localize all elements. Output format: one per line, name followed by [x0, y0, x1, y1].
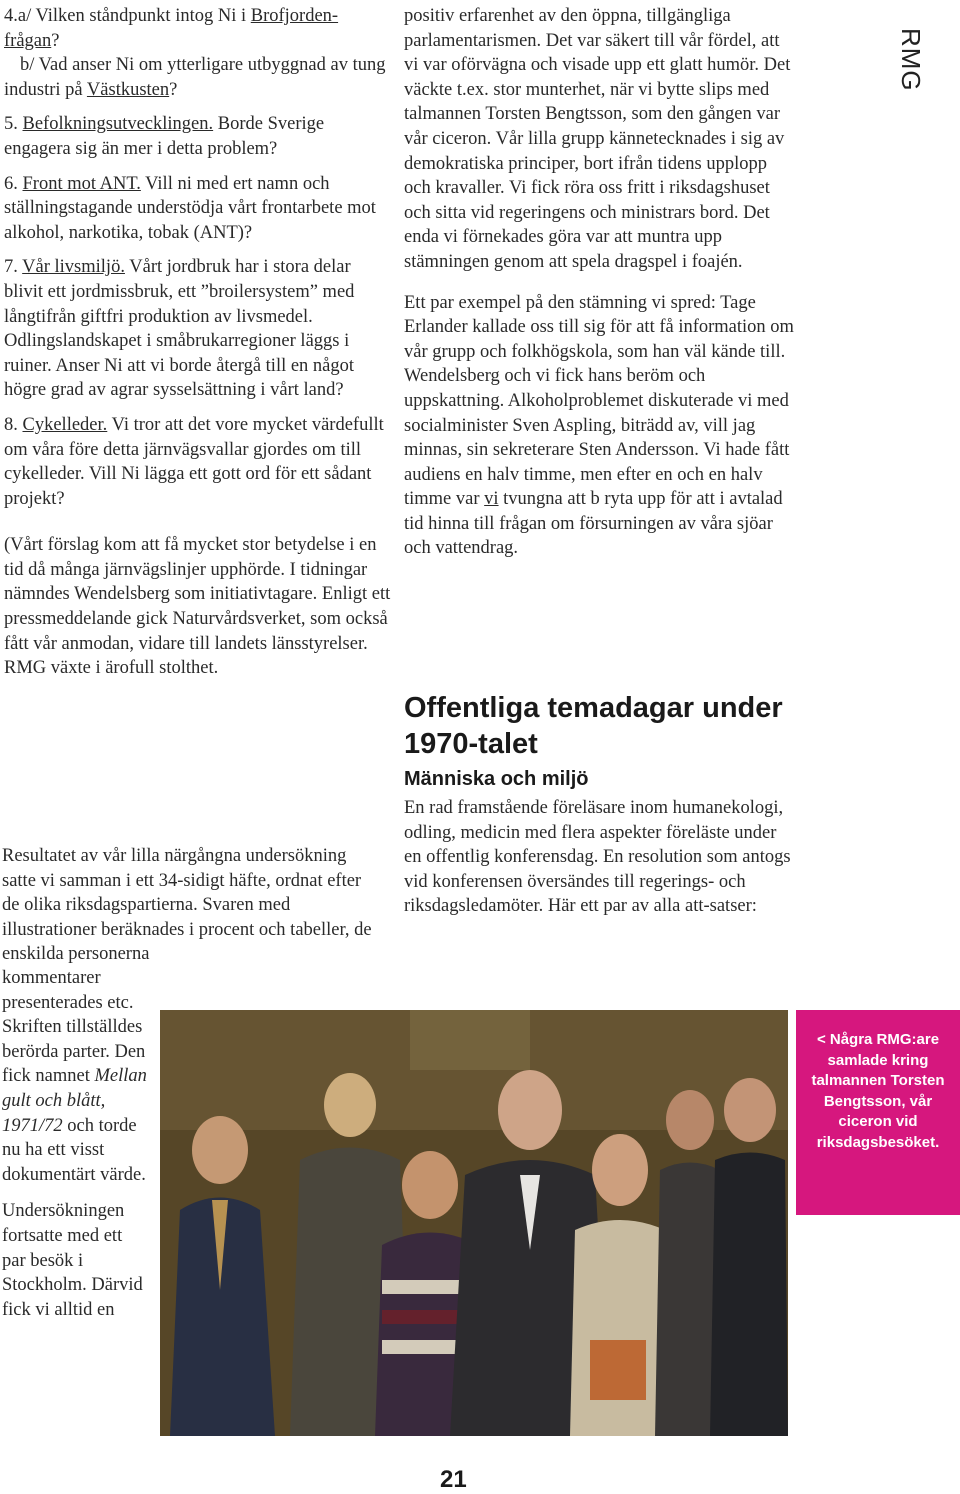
narrow-para-1	[2, 966, 150, 1187]
section-subheading: Människa och miljö	[404, 768, 589, 790]
question-6	[4, 172, 392, 246]
q5-text: Borde Sverige engagera sig än mer i detta problem?	[4, 114, 325, 159]
q6-number: 6.	[4, 173, 23, 194]
q7-underlined: Vår livsmiljö.	[22, 257, 125, 278]
question-4a	[4, 4, 392, 102]
q4a-lead: a/ Vilken ståndpunkt intog Ni i	[17, 6, 251, 26]
right-para-2	[404, 291, 796, 562]
narrow-column	[2, 966, 150, 1322]
question-7	[4, 255, 392, 403]
narrow-para-1-b: och torde nu ha ett visst dokumentärt värde.	[2, 1115, 146, 1185]
right-para-2-b: tvungna att b ryta upp för att i avtalad tid hinna till frågan om försurningen av våra sjöar och vattendrag.	[404, 489, 783, 559]
parenthetical-note: (Vårt förslag kom att få mycket stor betydelse i en tid då många järnvägslinjer upphörde. I tidningar nämndes Wendelsberg som initiativtagare. Enligt ett pressmeddelande gick Naturvårdsverket, som också fått vår anmodan, vidare till landets länsstyrelser. RMG växte i ärofull stolthet.	[4, 535, 391, 679]
group-photo-illustration	[160, 1010, 788, 1436]
bottom-paragraph: Resultatet av vår lilla närgångna undersökning satte vi samman i ett 34-sidigt häfte, ordnat efter de olika riksdagspartierna. Svaren med illustrationer beräknades i procent och tabeller, de enskilda personerna	[2, 846, 372, 965]
q4a-underlined: Brofjorden-frågan	[4, 6, 339, 51]
left-column	[4, 4, 392, 681]
q6-underlined: Front mot ANT.	[22, 173, 141, 194]
q5-underlined: Befolkningsutvecklingen.	[22, 114, 214, 135]
section-heading: Offentliga temadagar under 1970-talet	[404, 692, 783, 760]
narrow-para-1-a: kommentarer presenterades etc. Skriften tillställdes berörda parter. Den fick namnet	[2, 968, 146, 1087]
right-column	[404, 4, 796, 561]
q8-text: Vi tror att det vore mycket värdefullt om våra före detta järnvägsvallar gjordes om till cykelleder. Vill Ni lägga ett gott ord för ett sådant projekt?	[4, 414, 384, 509]
question-8	[4, 413, 392, 511]
q6-text: Vill ni med ert namn och ställningstagande understödja vårt frontarbete mot alkohol, narkotika, tobak (ANT)?	[4, 173, 376, 243]
q8-underlined: Cykelleder.	[22, 414, 108, 435]
q4a-end: ?	[51, 30, 60, 51]
page-number: 21	[440, 1466, 467, 1493]
q4b-underlined: Västkusten	[86, 79, 170, 100]
q7-text: Vårt jordbruk har i stora delar blivit ett jordmissbruk, ett ”broilersystem” med långtifrån giftfri produktion av livsmedel. Odlingslandskapet i småbrukarregioner läggs i ruiner. Anser Ni att vi borde återgå till en något högre grad av agrar sysselsättning i vårt land?	[4, 257, 355, 401]
q7-number: 7.	[4, 257, 23, 278]
right-para-1: positiv erfarenhet av den öppna, tillgängliga parlamentarismen. Det var säkert till vår fördel, att vi var oförvägna och visade upp ett glatt humör. Det väckte t.ex. stor munterhet, när vi bytte slips med talmannen Torsten Bengtsson, som den gången var vår ciceron. Vår lilla grupp kännetecknades i sig av demokratiska principer, bort ifrån tidens upplopp och kravaller. Vi fick röra oss fritt i riksdagshuset och sitta vid regeringens och ministrars bord. Det enda vi förnekades göra var att muntra upp stämningen genom att spela dragspel i foajén.	[404, 6, 791, 272]
q5-number: 5.	[4, 114, 23, 135]
q8-number: 8.	[4, 414, 23, 435]
booklet-title: Mellan gult och blått, 1971/72	[2, 1066, 147, 1136]
right-para-2-a: Ett par exempel på den stämning vi spred: Tage Erlander kallade oss till sig för att få information om vår grupp och folkhögskola, som han väl kände till. Wendelsberg och vi fick hans beröm och uppskattning. Alkoholproblemet diskuterade vi med socialminister Sven Aspling, biträdd av, vill jag minnas, sin sekreterare Sten Andersson. Vi hade fått audiens en halv timme, men efter en och en halv timme var	[404, 292, 794, 510]
question-5	[4, 112, 392, 161]
q4b-lead: b/ Vad anser Ni om ytterligare utbyggnad av tung industri på	[4, 55, 386, 100]
narrow-para-2: Undersökningen fortsatte med ett par besök i Stockholm. Därvid fick vi alltid en	[2, 1201, 143, 1320]
side-tag-text: RMG	[896, 28, 926, 92]
q4-number: 4.	[4, 6, 18, 26]
q4b-end: ?	[169, 79, 178, 100]
right-para-2-vi: vi	[484, 489, 499, 510]
group-photo	[160, 1010, 788, 1436]
section-body: En rad framstående föreläsare inom humanekologi, odling, medicin med flera aspekter föreläste under en offentlig konferensdag. En resolution som antogs vid konferensen översändes till regerings- och riksdagsledamöter. Här ett par av alla att-satser:	[404, 798, 791, 917]
side-tag	[896, 8, 960, 92]
photo-caption: < Några RMG:are samlade kring talmannen Torsten Bengtsson, vår ciceron vid riksdagsbesöket.	[796, 1010, 960, 1215]
